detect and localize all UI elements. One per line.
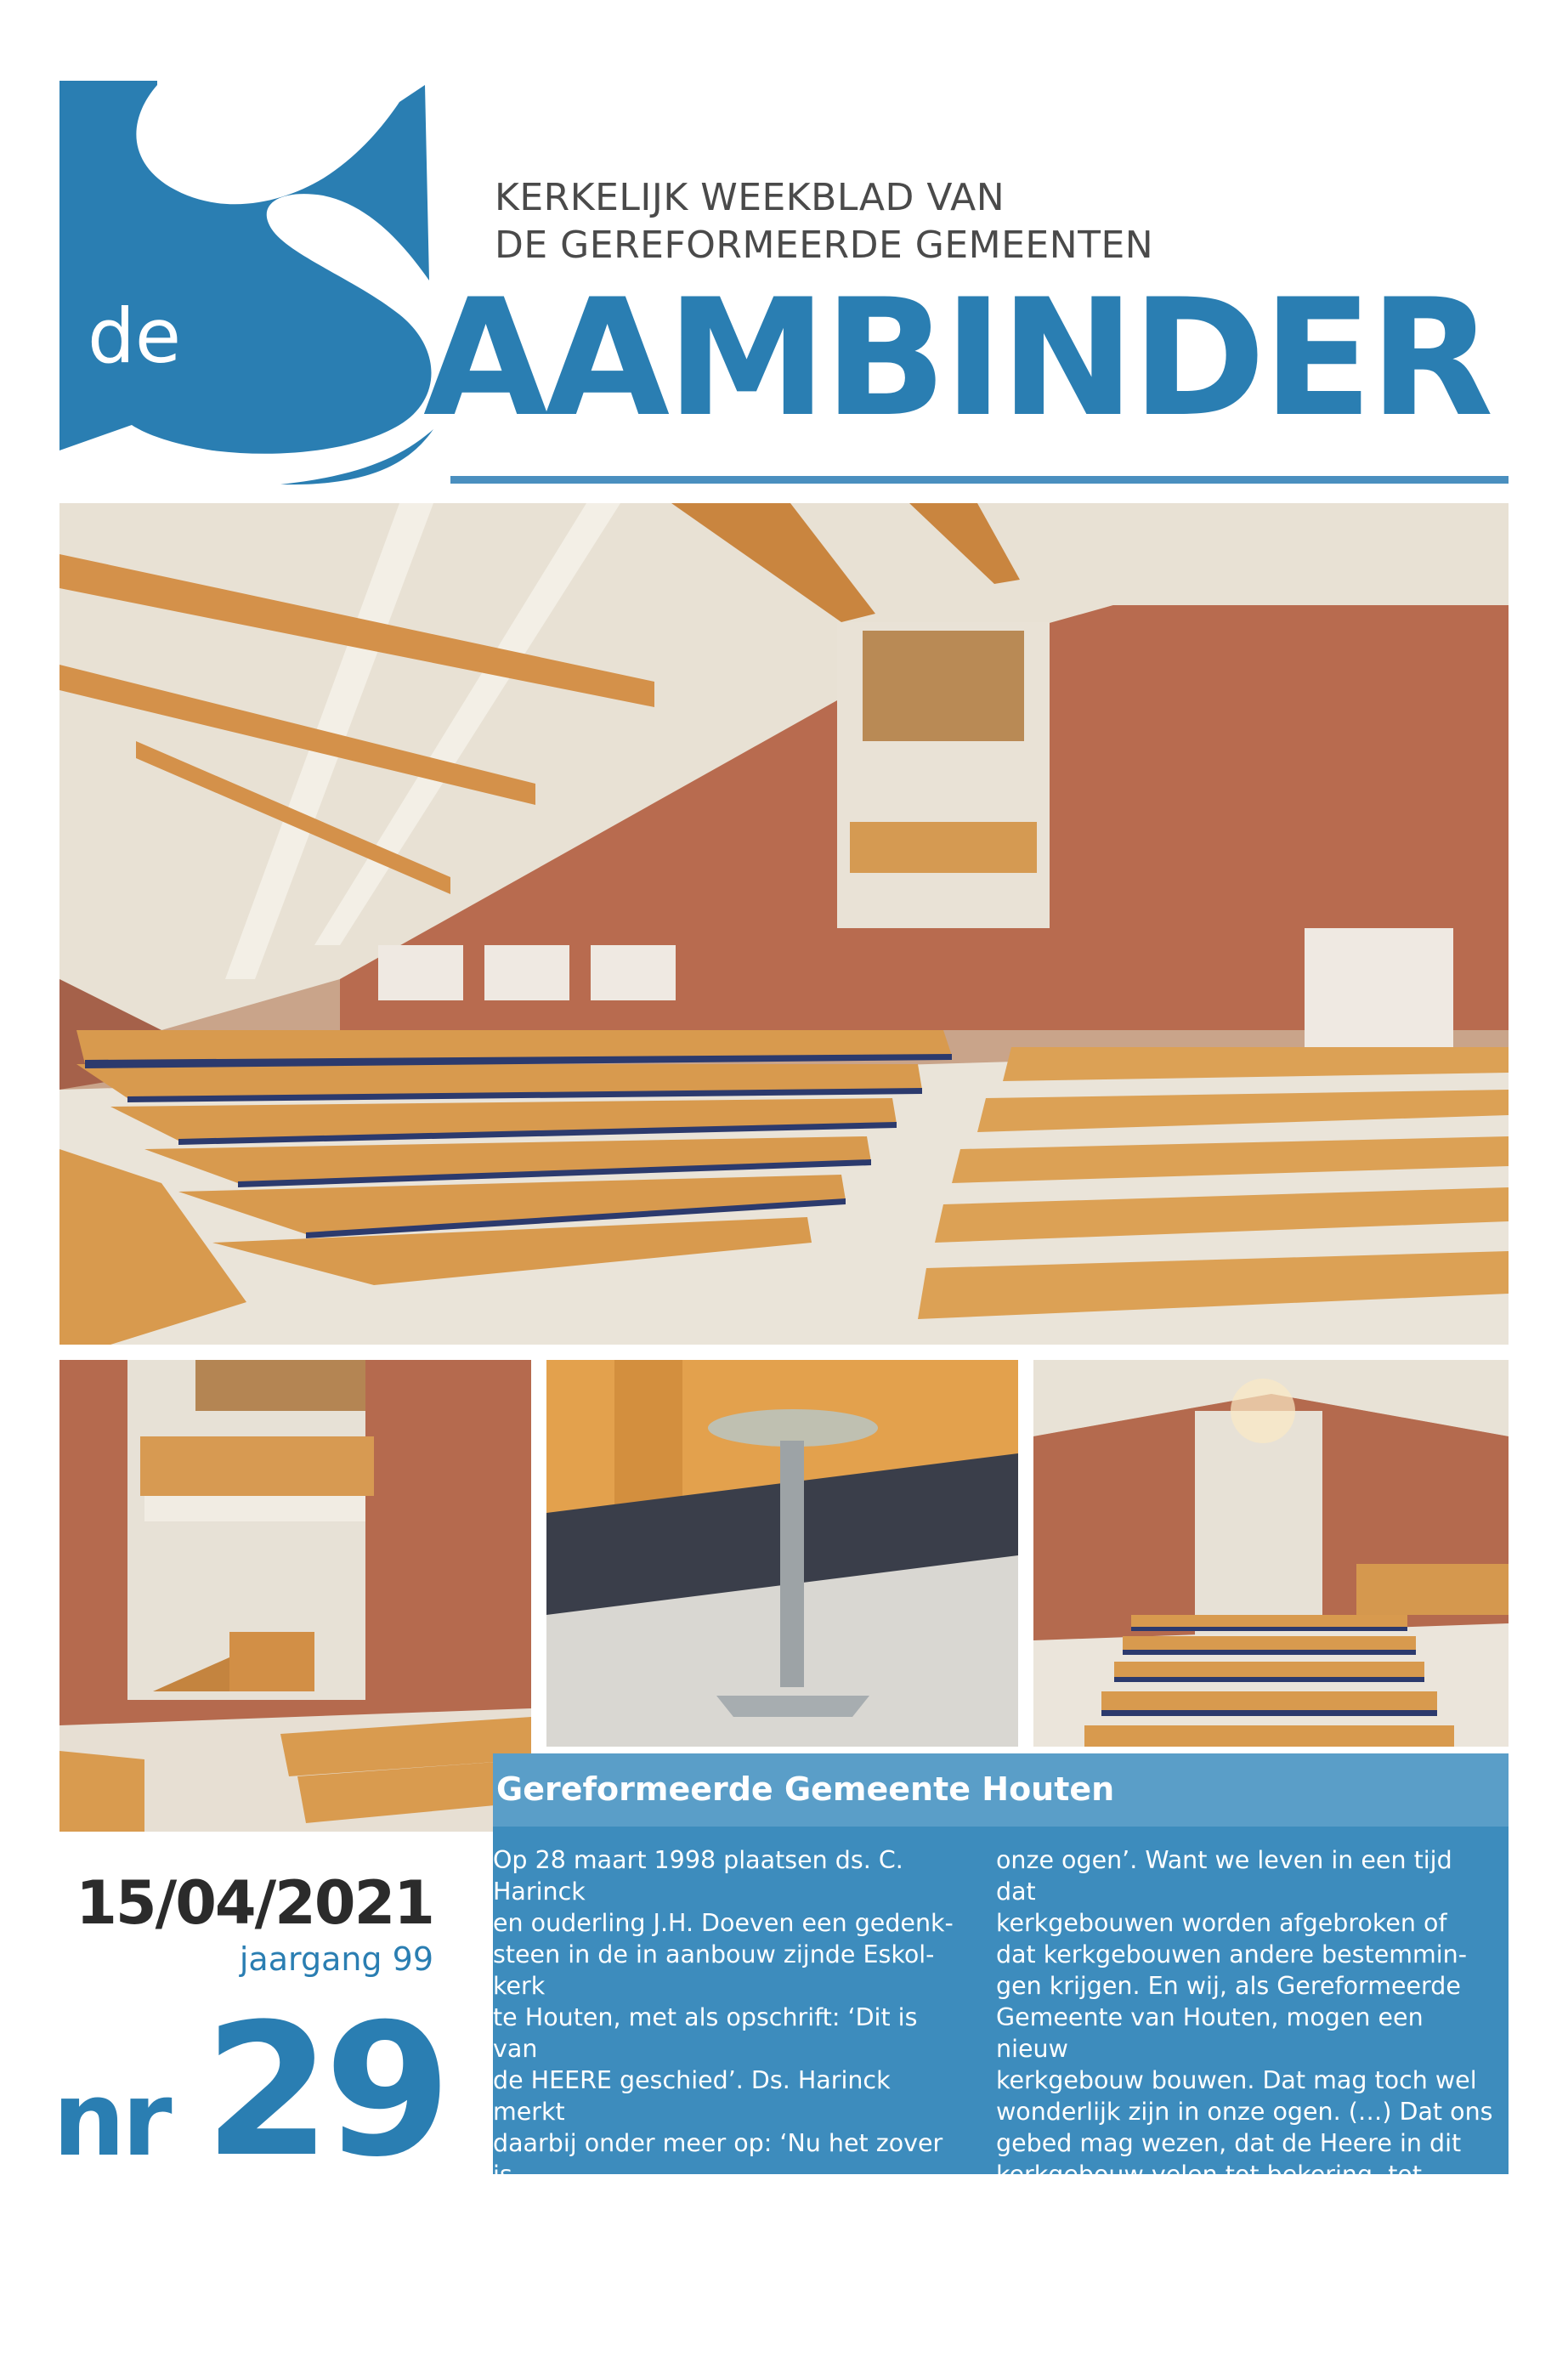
masthead [0, 0, 1568, 501]
title-prefix: de [88, 292, 181, 380]
logo-letter-s [59, 81, 432, 454]
article-column-2: onze ogen’. Want we leven in een tijd dat kerkgebouwen worden afgebroken of dat kerkgebouwen andere bestemmin- gen krijgen. En wij, als Gereformeerde Gemeente van Houten, mogen een nieuw kerkgebouw bouwen. Dat mag toch wel wonderlijk zijn in onze ogen. (…) Dat ons gebed mag wezen, dat de Heere in dit kerkgebouw velen tot bekering, tot geloof in Christus wil brengen’. [996, 1846, 1493, 2252]
article-column-1: Op 28 maart 1998 plaatsen ds. C. Harinck en ouderling J.H. Doeven een gedenk- steen in de in aanbouw zijnde Eskol-kerk te Houten, met als opschrift: ‘Dit is van de HEERE geschied’. Ds. Harinck merkt daarbij onder meer op: ‘Nu het zover is dat vanmorgen de gedenksteen is gelegd, willen we dan ook zeggen: ‘Dit is van de HEERE geschied’. Ik hoop dat we er bij mogen zeggen: ‘En het is wonderlijk in [493, 1846, 965, 2377]
masthead-rule [450, 476, 1509, 484]
issue-date: 15/04/2021 [76, 1868, 433, 1938]
organ-pulpit-photo [59, 1360, 531, 1832]
title-word: AAMBINDER [423, 264, 1491, 452]
masthead-subtitle: KERKELIJK WEEKBLAD VAN DE GEREFORMEERDE GEMEENTEN [495, 176, 1154, 267]
article-title: Gereformeerde Gemeente Houten [496, 1770, 1115, 1808]
issue-volume: jaargang 99 [239, 1940, 433, 1978]
church-interior-photo [59, 503, 1509, 1345]
nave-view-photo [1033, 1360, 1509, 1747]
baptismal-font-photo [546, 1360, 1018, 1747]
issue-number: 29 [204, 1984, 445, 2197]
issue-nr-label: nr [53, 2061, 169, 2179]
